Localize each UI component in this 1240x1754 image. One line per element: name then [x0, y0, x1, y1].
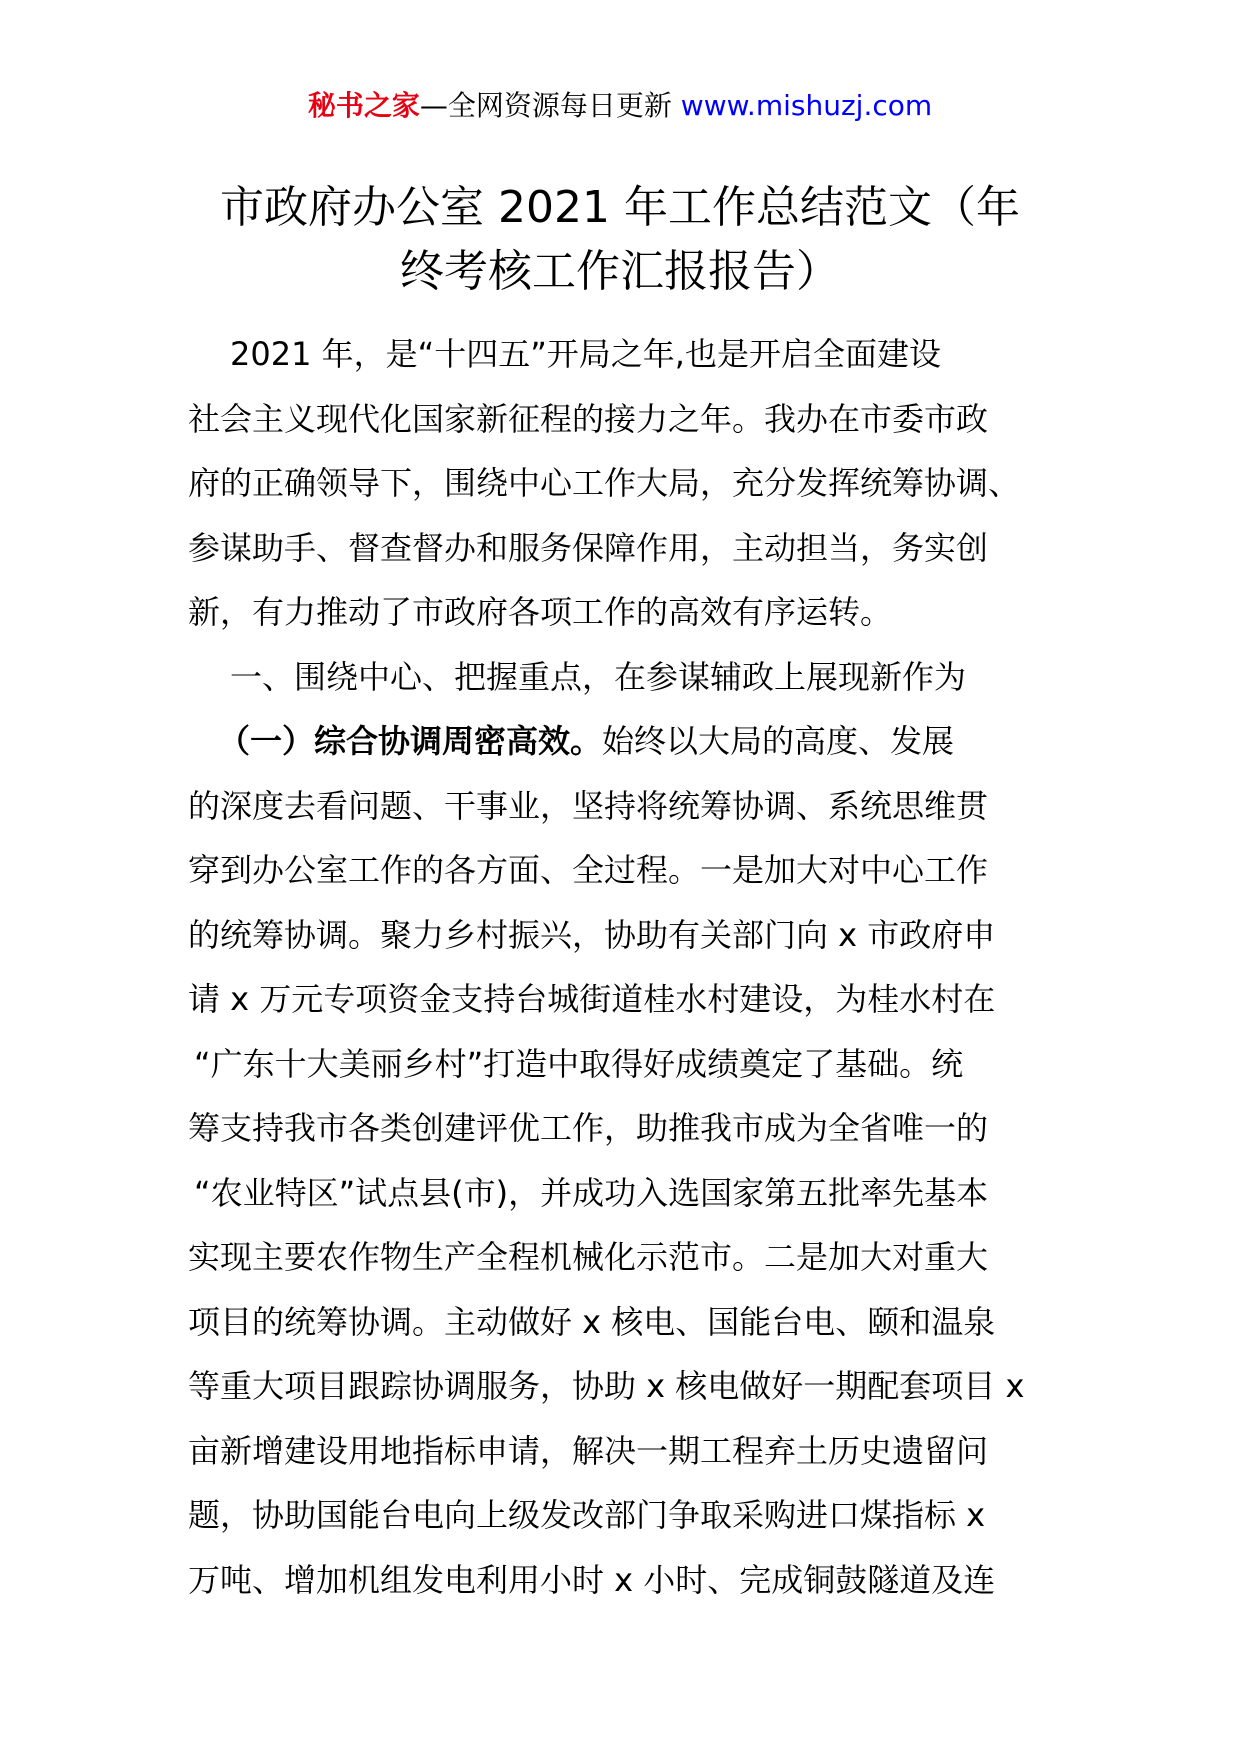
subsection-heading: （一）综合协调周密高效。: [218, 722, 603, 760]
body-line: “农业特区”试点县(市)，并成功入选国家第五批率先基本: [194, 1173, 989, 1212]
site-tagline: —全网资源每日更新: [419, 89, 672, 122]
subsection-text: 始终以大局的高度、发展: [602, 722, 955, 760]
body-line: 筹支持我市各类创建评优工作，助推我市成为全省唯一的: [188, 1109, 989, 1147]
body-line: 项目的统筹协调。主动做好 x 核电、国能台电、颐和温泉: [188, 1302, 996, 1341]
site-url-link[interactable]: www.mishuzj.com: [680, 89, 933, 122]
body-line: 请 x 万元专项资金支持台城街道桂水村建设，为桂水村在: [188, 980, 996, 1018]
site-brand: 秘书之家: [307, 89, 420, 122]
body-line: 参谋助手、督查督办和服务保障作用，主动担当，务实创: [188, 528, 989, 567]
body-line: 穿到办公室工作的各方面、全过程。一是加大对中心工作: [188, 851, 989, 889]
body-line: 新，有力推动了市政府各项工作的高效有序运转。: [188, 593, 893, 631]
title-line-1: 市政府办公室 2021 年工作总结范文（年: [220, 182, 1020, 233]
body-line: 社会主义现代化国家新征程的接力之年。我办在市委市政: [188, 399, 989, 438]
body-line: 等重大项目跟踪协调服务，协助 x 核电做好一期配套项目 x: [188, 1367, 1025, 1405]
site-header: [0, 86, 1240, 126]
body-line: 题，协助国能台电向上级发改部门争取采购进口煤指标 x: [188, 1496, 986, 1534]
document-body: [188, 322, 1068, 1612]
body-line: 实现主要农作物生产全程机械化示范市。二是加大对重大: [188, 1238, 989, 1276]
body-line: 万吨、增加机组发电利用小时 x 小时、完成铜鼓隧道及连: [188, 1560, 996, 1599]
body-line: “广东十大美丽乡村”打造中取得好成绩奠定了基础。统: [194, 1044, 964, 1083]
subsection-line: [188, 709, 1068, 774]
body-line: 2021 年，是“十四五”开局之年,也是开启全面建设: [230, 335, 941, 373]
section-heading: 一、围绕中心、把握重点，在参谋辅政上展现新作为: [230, 657, 967, 696]
title-line-2: 终考核工作汇报报告）: [400, 246, 840, 297]
body-line: 府的正确领导下，围绕中心工作大局，充分发挥统筹协调、: [188, 464, 1021, 502]
document-title: [150, 176, 1090, 304]
body-line: 亩新增建设用地指标申请，解决一期工程弃土历史遗留问: [188, 1431, 989, 1470]
body-line: 的深度去看问题、干事业，坚持将统筹协调、系统思维贯: [188, 786, 989, 825]
body-line: 的统筹协调。聚力乡村振兴，协助有关部门向 x 市政府申: [188, 915, 996, 954]
